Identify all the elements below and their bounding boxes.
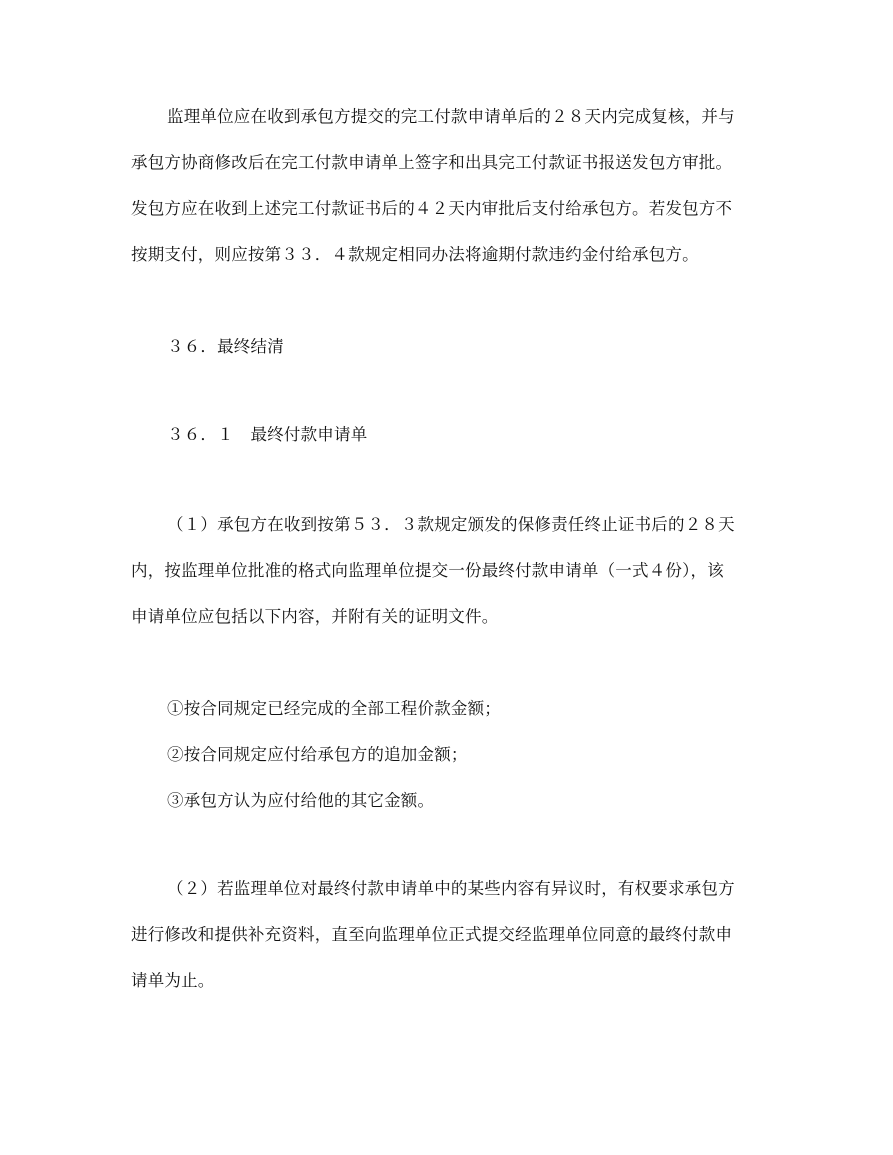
list-item: ①按合同规定已经完成的全部工程价款金额； <box>167 699 501 718</box>
section-heading-36 <box>131 324 779 370</box>
text-line: 承包方协商修改后在完工付款申请单上签字和出具完工付款证书报送发包方审批。 <box>131 153 733 172</box>
heading-text: ３６．１ 最终付款申请单 <box>167 425 368 444</box>
text-line: （２）若监理单位对最终付款申请单中的某些内容有异议时，有权要求承包方 <box>167 879 735 898</box>
text-line: 发包方应在收到上述完工付款证书后的４２天内审批后支付给承包方。若发包方不 <box>131 199 733 218</box>
text-line: 按期支付，则应按第３３．４款规定相同办法将逾期付款违约金付给承包方。 <box>131 245 699 264</box>
paragraph-objection-revision <box>131 866 779 1004</box>
text-line: （１）承包方在收到按第５３．３款规定颁发的保修责任终止证书后的２８天 <box>167 515 735 534</box>
text-line: 内，按监理单位批准的格式向监理单位提交一份最终付款申请单（一式４份），该 <box>131 561 724 580</box>
text-line: 进行修改和提供补充资料，直至向监理单位正式提交经监理单位同意的最终付款申 <box>131 925 733 944</box>
section-heading-36-1 <box>131 412 779 458</box>
paragraph-completion-payment-review <box>131 94 779 278</box>
list-item: ②按合同规定应付给承包方的追加金额； <box>167 745 468 764</box>
text-line: 申请单位应包括以下内容，并附有关的证明文件。 <box>131 607 499 626</box>
heading-text: ３６．最终结清 <box>167 337 284 356</box>
paragraph-final-payment-application <box>131 502 779 640</box>
list-item: ③承包方认为应付给他的其它金额。 <box>167 791 435 810</box>
text-line: 请单为止。 <box>131 971 215 990</box>
text-line: 监理单位应在收到承包方提交的完工付款申请单后的２８天内完成复核，并与 <box>167 107 735 126</box>
content-list <box>131 686 779 824</box>
